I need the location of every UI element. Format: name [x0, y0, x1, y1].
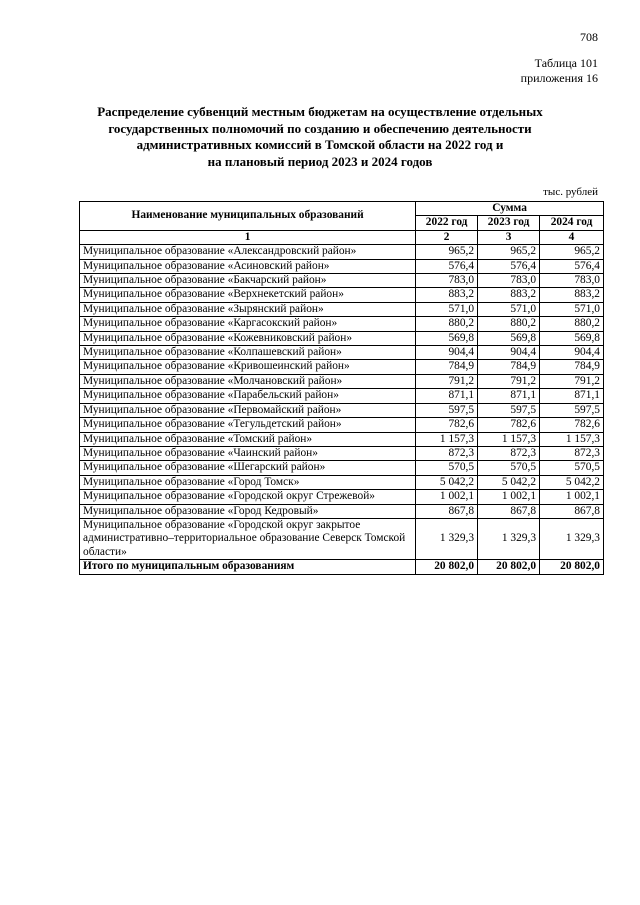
amount-cell: 880,2 — [478, 317, 540, 331]
amount-cell: 569,8 — [478, 331, 540, 345]
title-line: государственных полномочий по созданию и обеспечению деятельности — [108, 120, 532, 136]
amount-cell: 883,2 — [540, 288, 604, 302]
table-body — [80, 245, 604, 574]
page-number: 708 — [580, 30, 598, 44]
municipality-name: Муниципальное образование «Кожевниковский район» — [80, 331, 416, 345]
municipality-name: Муниципальное образование «Городской округ Стрежевой» — [80, 490, 416, 504]
amount-cell: 904,4 — [478, 346, 540, 360]
amount-cell: 783,0 — [540, 274, 604, 288]
total-row — [80, 560, 604, 574]
table-reference — [521, 56, 598, 86]
table-row — [80, 274, 604, 288]
table-row — [80, 374, 604, 388]
amount-cell: 576,4 — [416, 259, 478, 273]
amount-cell: 570,5 — [540, 461, 604, 475]
units-label: тыс. рублей — [543, 186, 598, 198]
table-row — [80, 360, 604, 374]
table-row — [80, 432, 604, 446]
amount-cell: 883,2 — [478, 288, 540, 302]
column-header-year: 2024 год — [540, 216, 604, 230]
amount-cell: 872,3 — [540, 446, 604, 460]
column-header-year: 2023 год — [478, 216, 540, 230]
amount-cell: 1 157,3 — [416, 432, 478, 446]
table-row — [80, 446, 604, 460]
table-row — [80, 403, 604, 417]
amount-cell: 883,2 — [416, 288, 478, 302]
amount-cell: 5 042,2 — [540, 475, 604, 489]
amount-cell: 783,0 — [416, 274, 478, 288]
amount-cell: 569,8 — [416, 331, 478, 345]
subsidy-table — [79, 201, 604, 575]
table-row — [80, 418, 604, 432]
amount-cell: 576,4 — [478, 259, 540, 273]
amount-cell: 871,1 — [540, 389, 604, 403]
amount-cell: 1 329,3 — [478, 518, 540, 559]
municipality-name: Муниципальное образование «Городской округ закрытое административно–территориальное образование Северск Томской области» — [80, 518, 416, 559]
amount-cell: 791,2 — [416, 374, 478, 388]
municipality-name: Муниципальное образование «Первомайский район» — [80, 403, 416, 417]
amount-cell: 597,5 — [416, 403, 478, 417]
column-index-row — [80, 230, 604, 244]
amount-cell: 597,5 — [478, 403, 540, 417]
amount-cell: 784,9 — [478, 360, 540, 374]
amount-cell: 570,5 — [478, 461, 540, 475]
column-index: 1 — [80, 230, 416, 244]
amount-cell: 569,8 — [540, 331, 604, 345]
column-index: 3 — [478, 230, 540, 244]
amount-cell: 867,8 — [416, 504, 478, 518]
amount-cell: 965,2 — [540, 245, 604, 259]
document-title — [70, 104, 570, 170]
amount-cell: 782,6 — [416, 418, 478, 432]
municipality-name: Муниципальное образование «Тегульдетский район» — [80, 418, 416, 432]
table-row — [80, 461, 604, 475]
municipality-name: Муниципальное образование «Александровский район» — [80, 245, 416, 259]
amount-cell: 571,0 — [478, 302, 540, 316]
amount-cell: 1 329,3 — [540, 518, 604, 559]
municipality-name: Муниципальное образование «Парабельский район» — [80, 389, 416, 403]
amount-cell: 5 042,2 — [478, 475, 540, 489]
amount-cell: 791,2 — [540, 374, 604, 388]
amount-cell: 965,2 — [416, 245, 478, 259]
amount-cell: 570,5 — [416, 461, 478, 475]
amount-cell: 904,4 — [416, 346, 478, 360]
municipality-name: Муниципальное образование «Шегарский район» — [80, 461, 416, 475]
column-index: 4 — [540, 230, 604, 244]
amount-cell: 791,2 — [478, 374, 540, 388]
municipality-name: Муниципальное образование «Город Томск» — [80, 475, 416, 489]
amount-cell: 965,2 — [478, 245, 540, 259]
total-amount-cell: 20 802,0 — [416, 560, 478, 574]
amount-cell: 571,0 — [540, 302, 604, 316]
amount-cell: 867,8 — [540, 504, 604, 518]
amount-cell: 597,5 — [540, 403, 604, 417]
amount-cell: 782,6 — [540, 418, 604, 432]
table-row — [80, 475, 604, 489]
municipality-name: Муниципальное образование «Молчановский район» — [80, 374, 416, 388]
table-row — [80, 331, 604, 345]
table-row — [80, 346, 604, 360]
amount-cell: 1 157,3 — [540, 432, 604, 446]
table-row — [80, 317, 604, 331]
appendix-number: приложения 16 — [520, 71, 598, 85]
amount-cell: 1 002,1 — [540, 490, 604, 504]
total-amount-cell: 20 802,0 — [478, 560, 540, 574]
title-line: на плановый период 2023 и 2024 годов — [207, 153, 433, 169]
amount-cell: 867,8 — [478, 504, 540, 518]
column-index: 2 — [416, 230, 478, 244]
table-row — [80, 518, 604, 559]
amount-cell: 871,1 — [416, 389, 478, 403]
amount-cell: 880,2 — [540, 317, 604, 331]
amount-cell: 871,1 — [478, 389, 540, 403]
municipality-name: Муниципальное образование «Верхнекетский район» — [80, 288, 416, 302]
municipality-name: Муниципальное образование «Томский район» — [80, 432, 416, 446]
municipality-name: Муниципальное образование «Бакчарский район» — [80, 274, 416, 288]
amount-cell: 880,2 — [416, 317, 478, 331]
amount-cell: 1 002,1 — [478, 490, 540, 504]
column-header-name: Наименование муниципальных образований — [80, 202, 416, 231]
amount-cell: 1 157,3 — [478, 432, 540, 446]
column-header-year: 2022 год — [416, 216, 478, 230]
table-number: Таблица 101 — [534, 56, 598, 70]
amount-cell: 1 329,3 — [416, 518, 478, 559]
municipality-name: Муниципальное образование «Колпашевский район» — [80, 346, 416, 360]
total-label: Итого по муниципальным образованиям — [80, 560, 416, 574]
table-row — [80, 245, 604, 259]
municipality-name: Муниципальное образование «Город Кедровый» — [80, 504, 416, 518]
amount-cell: 5 042,2 — [416, 475, 478, 489]
title-line: Распределение субвенций местным бюджетам на осуществление отдельных — [97, 104, 543, 119]
amount-cell: 872,3 — [416, 446, 478, 460]
amount-cell: 571,0 — [416, 302, 478, 316]
table-row — [80, 259, 604, 273]
municipality-name: Муниципальное образование «Зырянский район» — [80, 302, 416, 316]
amount-cell: 904,4 — [540, 346, 604, 360]
header-row — [80, 202, 604, 216]
municipality-name: Муниципальное образование «Асиновский район» — [80, 259, 416, 273]
table-row — [80, 490, 604, 504]
table-row — [80, 389, 604, 403]
municipality-name: Муниципальное образование «Чаинский район» — [80, 446, 416, 460]
table-row — [80, 504, 604, 518]
amount-cell: 576,4 — [540, 259, 604, 273]
amount-cell: 783,0 — [478, 274, 540, 288]
title-line: административных комиссий в Томской области на 2022 год и — [136, 137, 504, 152]
amount-cell: 784,9 — [416, 360, 478, 374]
amount-cell: 782,6 — [478, 418, 540, 432]
table-row — [80, 288, 604, 302]
column-header-sum: Сумма — [416, 202, 604, 216]
table-row — [80, 302, 604, 316]
municipality-name: Муниципальное образование «Каргасокский район» — [80, 317, 416, 331]
total-amount-cell: 20 802,0 — [540, 560, 604, 574]
amount-cell: 784,9 — [540, 360, 604, 374]
municipality-name: Муниципальное образование «Кривошеинский район» — [80, 360, 416, 374]
amount-cell: 1 002,1 — [416, 490, 478, 504]
amount-cell: 872,3 — [478, 446, 540, 460]
